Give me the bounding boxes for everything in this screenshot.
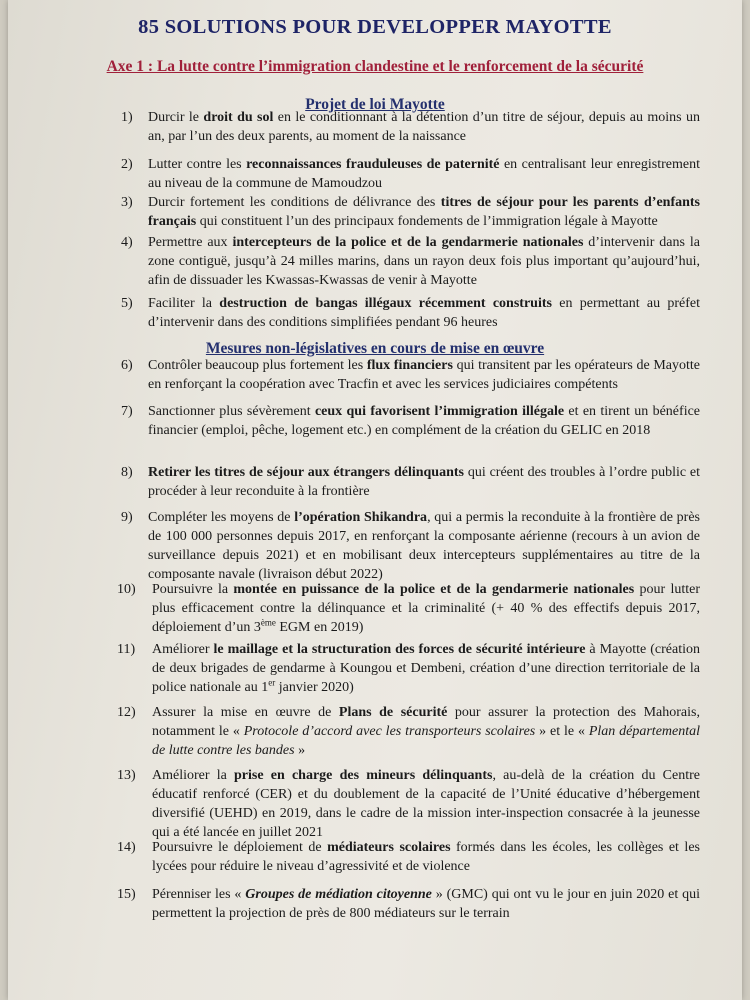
list-item (117, 766, 700, 842)
list-item-number: 2) (121, 157, 133, 172)
list-item (122, 294, 700, 332)
list-item (122, 155, 700, 193)
list-item-text: Pérenniser les « Groupes de médiation citoyenne » (GMC) qui ont vu le jour en juin 2020 et qui permettent la projection de près de 800 médiateurs sur le terrain (152, 887, 700, 921)
list-item-number: 9) (121, 510, 133, 525)
section-heading-measures: Mesures non-législatives en cours de mise en œuvre (205, 340, 545, 357)
list-item-text: Contrôler beaucoup plus fortement les flux financiers qui transitent par les opérateurs de Mayotte en renforçant la coopération avec Tracfin et avec les services judiciaires compétents (148, 358, 701, 392)
list-item (117, 838, 700, 876)
list-item (117, 640, 700, 697)
list-item-text: Poursuivre la montée en puissance de la police et de la gendarmerie nationales pour lutter plus efficacement contre la délinquance et la criminalité (+ 40 % des effectifs depuis 2017, déploiement d’un 3ème EGM en 2019) (152, 582, 700, 635)
axis-heading: Axe 1 : La lutte contre l’immigration clandestine et le renforcement de la sécurité (106, 58, 644, 75)
list-item-number: 12) (117, 705, 136, 720)
list-item-number: 1) (121, 110, 133, 125)
list-item-text: Améliorer le maillage et la structuration des forces de sécurité intérieure à Mayotte (création de deux brigades de gendarme à Koungou et Dembeni, création d’une direction territoriale de la police nationale au 1er janvier 2020) (152, 642, 700, 695)
list-item (122, 402, 700, 440)
list-item-text: Retirer les titres de séjour aux étrangers délinquants qui créent des troubles à l’ordre public et procéder à leur reconduite à la frontière (148, 465, 701, 499)
list-item-number: 7) (121, 404, 133, 419)
list-item-text: Poursuivre le déploiement de médiateurs scolaires formés dans les écoles, les collèges et les lycées pour réduire le niveau d’agressivité et de violence (152, 840, 700, 874)
list-item (122, 508, 700, 584)
list-item-number: 5) (121, 296, 133, 311)
list-item (122, 193, 700, 231)
list-item-text: Permettre aux intercepteurs de la police et de la gendarmerie nationales d’intervenir dans la zone contiguë, jusqu’à 24 milles marins, dans un rayon deux fois plus important qu’aujourd’hui, afin de dissuader les Kwassas-Kwassas de venir à Mayotte (148, 235, 700, 288)
list-item-number: 10) (117, 582, 136, 597)
list-item-text: Améliorer la prise en charge des mineurs délinquants, au-delà de la création du Centre éducatif renforcé (CER) et du doublement de la capacité de l’Unité éducative d’hébergement diversifié (UEHD) en 2019, dans le cadre de la mission inter-inspection consacrée à la jeunesse qui a été lancée en juillet 2021 (152, 768, 700, 840)
list-item (122, 233, 700, 290)
list-item-text: Faciliter la destruction de bangas illégaux récemment construits en permettant au préfet d’intervenir dans des conditions simplifiées pendant 96 heures (148, 296, 700, 330)
list-item-number: 3) (121, 195, 133, 210)
list-item-text: Assurer la mise en œuvre de Plans de sécurité pour assurer la protection des Mahorais, notamment le « Protocole d’accord avec les transporteurs scolaires » et le « Plan départemental de lutte contre les bandes » (152, 705, 701, 758)
section-heading-law: Projet de loi Mayotte (305, 96, 445, 113)
list-item-text: Sanctionner plus sévèrement ceux qui favorisent l’immigration illégale et en tirent un bénéfice financier (emploi, pêche, logement etc.) en complément de la création du GELIC en 2018 (148, 404, 701, 438)
list-item (117, 885, 700, 923)
list-item (117, 703, 701, 760)
list-item-text: Compléter les moyens de l’opération Shikandra, qui a permis la reconduite à la frontière de près de 100 000 personnes depuis 2017, en renforçant la composante aérienne (recours à un avion de surveillance depuis 2021) et en mobilisant deux intercepteurs supplémentaires au titre de la composante navale (livraison début 2022) (148, 510, 700, 582)
page-title: 85 SOLUTIONS POUR DEVELOPPER MAYOTTE (138, 16, 612, 38)
list-item-text: Durcir fortement les conditions de délivrance des titres de séjour pour les parents d’enfants français qui constituent l’un des principaux fondements de l’immigration légale à Mayotte (148, 195, 701, 229)
list-item-text: Lutter contre les reconnaissances frauduleuses de paternité en centralisant leur enregistrement au niveau de la commune de Mamoudzou (148, 157, 700, 191)
list-item-number: 13) (117, 768, 136, 783)
list-item (122, 356, 700, 394)
list-item (122, 463, 700, 501)
list-item (122, 108, 700, 146)
list-item-number: 4) (121, 235, 133, 250)
list-item-number: 8) (121, 465, 133, 480)
list-item-number: 11) (117, 642, 136, 657)
list-item (117, 580, 700, 637)
list-item-number: 15) (117, 887, 136, 902)
list-item-text: Durcir le droit du sol en le conditionnant à la détention d’un titre de séjour, depuis au moins un an, par l’un des deux parents, au moment de la naissance (148, 110, 700, 144)
list-item-number: 6) (121, 358, 133, 373)
list-item-number: 14) (117, 840, 136, 855)
